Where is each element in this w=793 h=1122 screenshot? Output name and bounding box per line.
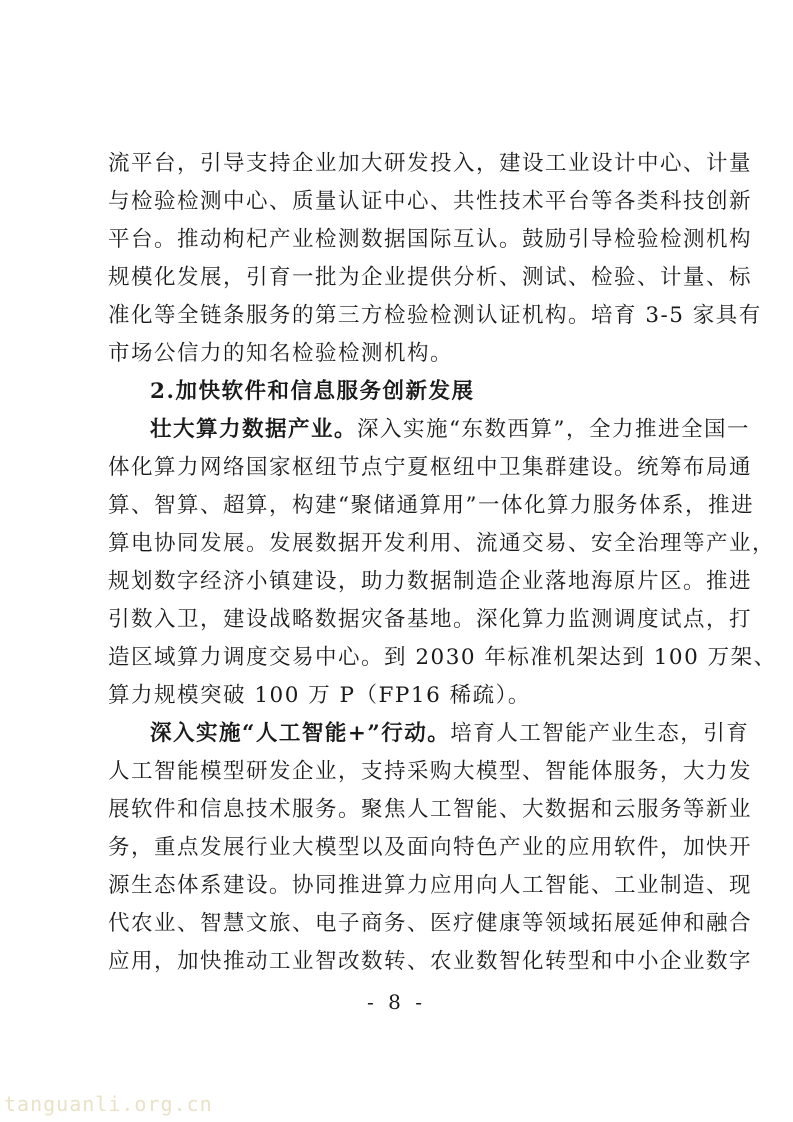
body-line: 算电协同发展。发展数据开发利用、流通交易、安全治理等产业，: [108, 531, 776, 556]
page-number: - 8 -: [367, 990, 426, 1014]
body-line: 算、智算、超算，构建“聚储通算用”一体化算力服务体系，推进: [108, 493, 754, 518]
body-line: 务，重点发展行业大模型以及面向特色产业的应用软件，加快开: [108, 835, 753, 860]
body-line: 市场公信力的知名检验检测机构。: [108, 341, 454, 366]
body-line: 体化算力网络国家枢纽节点宁夏枢纽中卫集群建设。统筹布局通: [108, 455, 753, 480]
paragraph-first-line: [150, 720, 750, 748]
body-line: 展软件和信息技术服务。聚焦人工智能、大数据和云服务等新业: [108, 797, 753, 822]
paragraph-first-line: [150, 416, 751, 444]
body-line: 引数入卫，建设战略数据灾备基地。深化算力监测调度试点，打: [108, 607, 753, 632]
body-line: 人工智能模型研发企业，支持采购大模型、智能体服务，大力发: [108, 759, 753, 784]
body-line: 源生态体系建设。协同推进算力应用向人工智能、工业制造、现: [108, 873, 753, 898]
paragraph-text: 深入实施“东数西算”，全力推进全国一: [357, 417, 751, 442]
body-line: 与检验检测中心、质量认证中心、共性技术平台等各类科技创新: [108, 189, 753, 214]
body-line: 流平台，引导支持企业加大研发投入，建设工业设计中心、计量: [108, 151, 753, 176]
body-line: 准化等全链条服务的第三方检验检测认证机构。培育 3-5 家具有: [108, 303, 762, 328]
body-line: 规划数字经济小镇建设，助力数据制造企业落地海原片区。推进: [108, 569, 753, 594]
body-line: 规模化发展，引育一批为企业提供分析、测试、检验、计量、标: [108, 265, 753, 290]
paragraph-lead: 壮大算力数据产业。: [150, 417, 358, 442]
paragraph-text: 培育人工智能产业生态，引育: [450, 721, 750, 746]
body-line: 代农业、智慧文旅、电子商务、医疗健康等领域拓展延伸和融合: [108, 911, 753, 936]
body-line: 平台。推动枸杞产业检测数据国际互认。鼓励引导检验检测机构: [108, 227, 753, 252]
body-line: 造区域算力调度交易中心。到 2030 年标准机架达到 100 万架、: [108, 645, 777, 670]
body-line: 算力规模突破 100 万 P（FP16 稀疏）。: [108, 683, 531, 708]
section-heading: 2.加快软件和信息服务创新发展: [150, 379, 475, 404]
watermark: tanguanli.org.cn: [4, 1092, 213, 1116]
paragraph-lead: 深入实施“人工智能+”行动。: [150, 721, 451, 746]
body-line: 应用，加快推动工业智改数转、农业数智化转型和中小企业数字: [108, 949, 753, 974]
